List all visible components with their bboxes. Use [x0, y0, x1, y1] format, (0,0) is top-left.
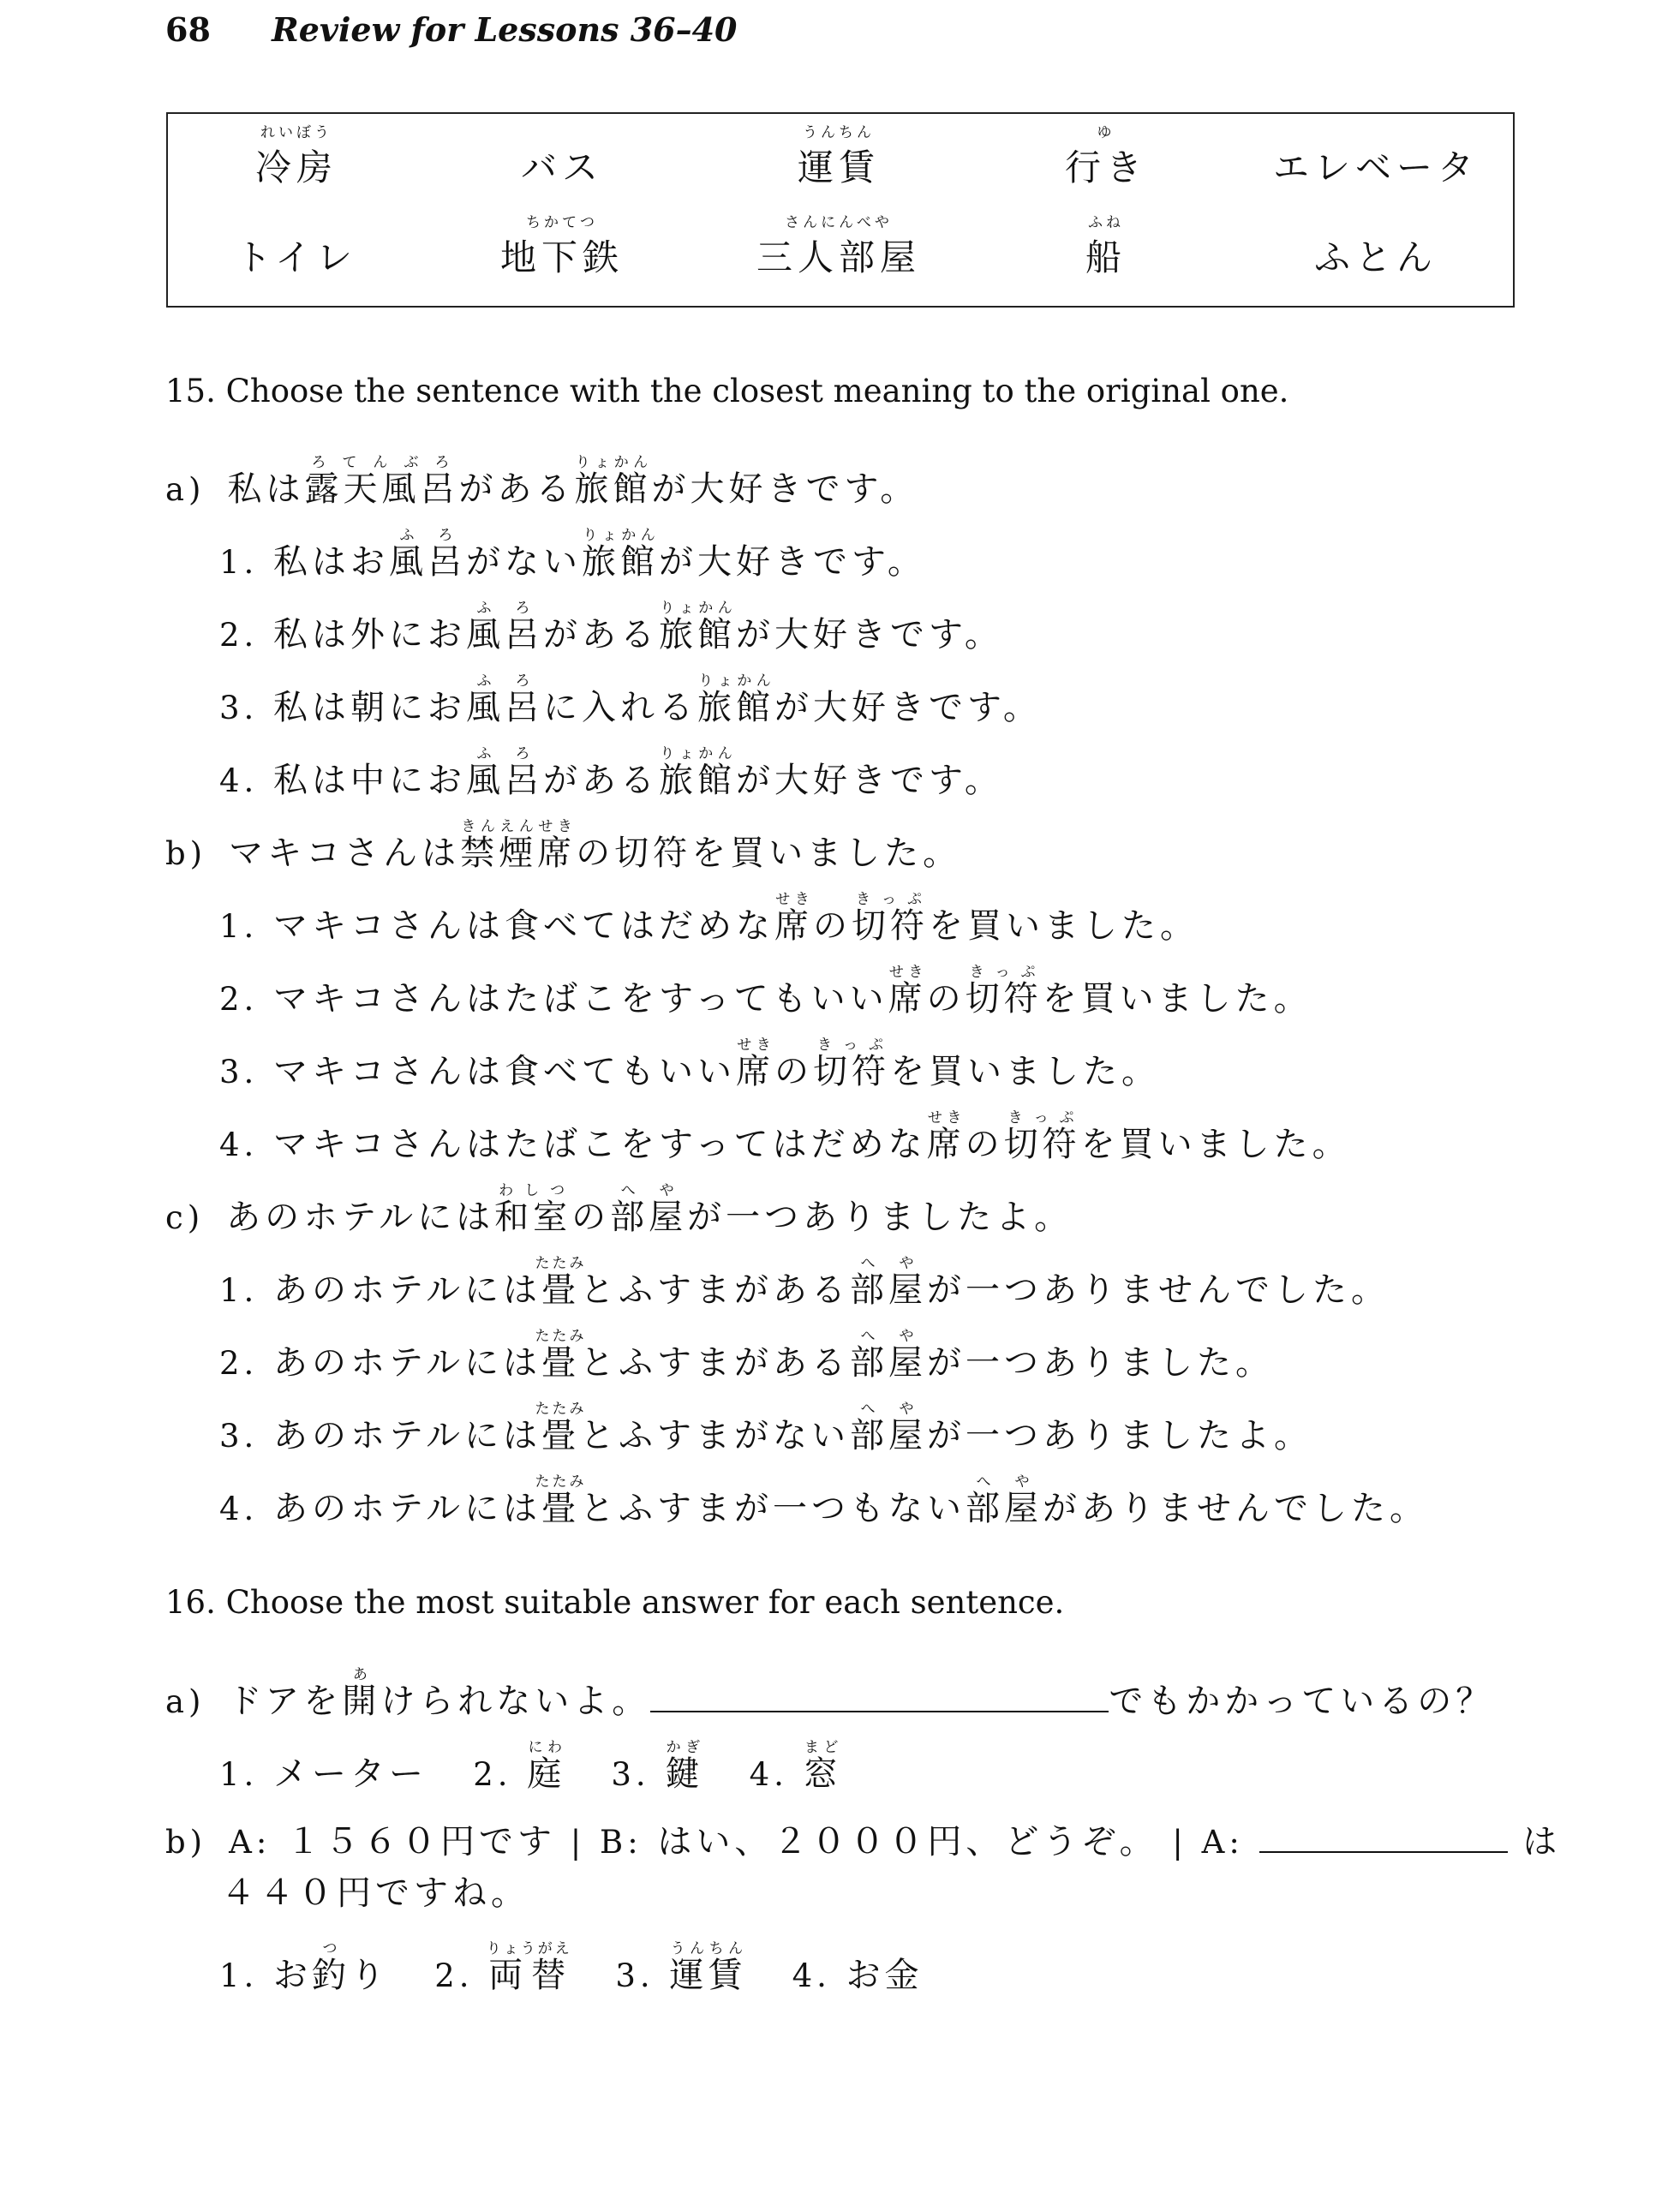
vocab-word: エレベータ	[1272, 146, 1479, 188]
choice-number: 4.	[792, 1957, 831, 1994]
ruby-word: 和室わしつ	[494, 1182, 572, 1237]
text: あのホテルには	[273, 1416, 542, 1455]
vocab-word: ふとん	[1313, 236, 1438, 278]
item-label: c)	[165, 1199, 205, 1236]
ruby-word: 切符きっぷ	[965, 964, 1043, 1019]
vocab-word: バス	[520, 146, 603, 188]
ruby-word: 畳たたみ	[535, 1473, 587, 1528]
choice-number: 1.	[219, 1756, 259, 1793]
separator: |	[556, 1824, 601, 1861]
option-number: 2.	[219, 981, 259, 1018]
text: 私はお	[273, 542, 390, 582]
vocab-item	[168, 212, 425, 283]
option-number: 2.	[219, 1345, 259, 1382]
choice-text: お金	[846, 1956, 924, 1995]
ruby-word: 風呂ふろ	[466, 745, 544, 800]
vocab-reading: ちかてつ	[526, 214, 598, 231]
text: あのホテルには	[273, 1489, 542, 1528]
vocab-reading: さんにんべや	[785, 214, 893, 231]
q15-a-option	[219, 672, 1680, 730]
vocab-reading	[168, 212, 425, 233]
vocab-item	[978, 212, 1235, 283]
choice-number: 1.	[219, 1957, 259, 1994]
vocabulary-row	[168, 212, 1513, 298]
q15-b-option	[219, 1109, 1680, 1167]
ruby-word: 席せき	[926, 1109, 966, 1164]
ruby-word: 風呂ふろ	[466, 672, 544, 727]
option-number: 4.	[219, 762, 259, 799]
vocab-word: 運賃	[797, 146, 880, 188]
text: がある	[458, 469, 575, 509]
vocab-reading: れいぼう	[260, 124, 332, 141]
text: とふすまがない	[580, 1416, 851, 1455]
vocabulary-box	[166, 112, 1515, 308]
ruby-word: 運賃うんちん	[669, 1940, 747, 1995]
ruby-word: 露天風呂ろてんぶろ	[304, 454, 459, 509]
q15-a-option	[219, 745, 1680, 803]
vocab-item	[168, 122, 425, 193]
ruby-word: 部屋へや	[966, 1473, 1043, 1528]
option-number: 1.	[219, 1272, 259, 1309]
ruby-word: 部屋へや	[850, 1255, 928, 1310]
vocab-reading: ふね	[1088, 214, 1124, 231]
q16-b-stem-continued: ４４０円ですね。	[221, 1873, 529, 1913]
ruby-word: 釣つ	[312, 1940, 351, 1995]
option-number: 1.	[219, 908, 259, 945]
text: でもかかっているの？	[1109, 1682, 1495, 1721]
ruby-word: 旅館りょかん	[582, 527, 660, 582]
text: とふすまがある	[580, 1270, 851, 1310]
ruby-word: 切符きっぷ	[852, 891, 930, 946]
text: 私は	[227, 469, 305, 509]
choice-number: 2.	[434, 1957, 474, 1994]
ruby-word: 畳たたみ	[535, 1255, 587, 1310]
ruby-word: 庭にわ	[527, 1739, 566, 1794]
ruby-word: 畳たたみ	[535, 1401, 587, 1455]
vocab-reading: うんちん	[803, 124, 875, 141]
vocab-word: 三人部屋	[756, 236, 921, 278]
q15-b-stem	[165, 818, 1680, 875]
option-number: 3.	[219, 1418, 259, 1455]
q15-c-stem	[165, 1182, 1680, 1240]
vocab-reading	[1247, 122, 1504, 143]
choice-number: 3.	[611, 1756, 650, 1793]
text: とふすまが一つもない	[580, 1489, 966, 1528]
q15-c-option	[219, 1401, 1680, 1458]
text: とふすまがある	[580, 1343, 851, 1383]
q15-b-option	[219, 964, 1680, 1021]
text: がない	[466, 542, 583, 582]
vocab-item	[1247, 212, 1504, 283]
vocab-item	[433, 122, 691, 193]
text: 私は朝にお	[273, 688, 467, 727]
option-number: 3.	[219, 1054, 259, 1091]
ruby-word: 畳たたみ	[535, 1328, 587, 1383]
text: の	[965, 1125, 1004, 1164]
choice-number: 3.	[615, 1957, 655, 1994]
vocab-item	[710, 212, 967, 283]
text: の	[813, 906, 852, 946]
text: マキコさんは食べてもいい	[273, 1052, 737, 1091]
q15-a-stem	[165, 454, 1680, 511]
text: マキコさんはたばこをすってもいい	[273, 979, 888, 1019]
text: の切符を買いました。	[576, 834, 962, 873]
vocab-reading	[1247, 212, 1504, 233]
text: ドアを	[227, 1682, 343, 1721]
choice-text: メーター	[273, 1754, 428, 1794]
speaker-label: B:	[600, 1824, 643, 1861]
q16-a-stem	[165, 1666, 1680, 1724]
vocab-word: トイレ	[236, 236, 357, 278]
q15-c-option	[219, 1255, 1680, 1312]
q15-c-option	[219, 1473, 1680, 1531]
ruby-word: 切符きっぷ	[813, 1037, 891, 1091]
speaker-label: A:	[229, 1824, 272, 1861]
text: 私は中にお	[273, 761, 467, 800]
text: 私は外にお	[273, 615, 467, 654]
vocab-reading: ゆ	[1097, 124, 1115, 141]
q15-b-option	[219, 1037, 1680, 1094]
option-number: 4.	[219, 1126, 259, 1163]
question-16-instruction: 16. Choose the most suitable answer for each sentence.	[165, 1584, 1065, 1621]
q15-a-option	[219, 527, 1680, 584]
option-number: 1.	[219, 544, 259, 581]
item-label: b)	[165, 835, 207, 872]
text: が大好きです。	[736, 615, 1003, 654]
ruby-word: 窓まど	[803, 1739, 842, 1794]
text: あのホテルには	[273, 1343, 542, 1383]
text: が大好きです。	[651, 469, 919, 509]
text: が一つありましたよ。	[927, 1416, 1313, 1455]
item-label: a)	[165, 471, 206, 508]
option-number: 4.	[219, 1491, 259, 1527]
text: を買いました。	[890, 1052, 1161, 1091]
ruby-word: 旅館りょかん	[659, 600, 737, 654]
text: がありませんでした。	[1043, 1489, 1429, 1528]
q15-c-option	[219, 1328, 1680, 1385]
option-number: 3.	[219, 690, 259, 726]
ruby-word: 切符きっぷ	[1003, 1109, 1081, 1164]
vocab-item	[978, 122, 1235, 193]
text: がある	[543, 615, 660, 654]
q16-b-stem	[165, 1820, 1680, 1864]
vocab-item	[433, 212, 691, 283]
vocab-item	[1247, 122, 1504, 193]
text: １５６０円です	[286, 1822, 557, 1861]
q15-a-option	[219, 600, 1680, 657]
q16-a-choices	[219, 1739, 1680, 1796]
text: はい、２０００円、どうぞ。	[657, 1822, 1158, 1861]
page-header	[165, 10, 738, 49]
text: マキコさんはたばこをすってはだめな	[273, 1125, 927, 1164]
ruby-word: 旅館りょかん	[574, 454, 652, 509]
answer-blank[interactable]	[1259, 1820, 1508, 1853]
text: が一つありませんでした。	[927, 1270, 1390, 1310]
vocab-word: 冷房	[254, 146, 338, 188]
choice-number: 2.	[473, 1756, 512, 1793]
ruby-word: 部屋へや	[850, 1328, 928, 1383]
vocab-word: 行き	[1064, 146, 1147, 188]
text: に入れる	[543, 688, 698, 727]
ruby-word: 鍵かぎ	[665, 1739, 704, 1794]
ruby-word: 旅館りょかん	[659, 745, 737, 800]
ruby-word: 席せき	[774, 891, 814, 946]
vocab-word: 船	[1085, 236, 1127, 278]
text: は	[1522, 1822, 1562, 1861]
item-label: b)	[165, 1824, 207, 1861]
ruby-word: 風呂ふろ	[466, 600, 544, 654]
vocab-reading	[433, 122, 691, 143]
ruby-word: 両替りょうがえ	[486, 1940, 572, 1995]
text: が一つありました。	[927, 1343, 1275, 1383]
ruby-word: 席せき	[736, 1037, 775, 1091]
q16-b-choices: 1. お釣つり 2. 両替りょうがえ 3. 運賃うんちん 4. お金	[219, 1940, 924, 1995]
speaker-label: A:	[1201, 1824, 1244, 1861]
text: あのホテルには	[226, 1198, 495, 1237]
text: マキコさんは	[229, 834, 461, 873]
text: が一つありましたよ。	[687, 1198, 1073, 1237]
question-15-instruction: 15. Choose the sentence with the closest meaning to the original one.	[165, 373, 1289, 409]
text: の	[926, 979, 966, 1019]
choice-number: 4.	[749, 1756, 788, 1793]
ruby-word: 席せき	[888, 964, 927, 1019]
page-title: Review for Lessons 36–40	[272, 10, 738, 49]
item-label: a)	[165, 1683, 206, 1720]
text: を買いました。	[1042, 979, 1312, 1019]
ruby-word: 部屋へや	[850, 1401, 928, 1455]
text: の	[571, 1198, 611, 1237]
ruby-word: 開あ	[342, 1666, 381, 1721]
text: を買いました。	[929, 906, 1199, 946]
text: が大好きです。	[774, 688, 1042, 727]
q15-b-option	[219, 891, 1680, 948]
text: が大好きです。	[736, 761, 1003, 800]
text: がある	[543, 761, 660, 800]
separator: |	[1157, 1824, 1202, 1861]
text: の	[774, 1052, 814, 1091]
vocab-item	[710, 122, 967, 193]
vocabulary-row	[168, 122, 1513, 208]
text: が大好きです。	[659, 542, 926, 582]
text: マキコさんは食べてはだめな	[273, 906, 775, 946]
text: を買いました。	[1080, 1125, 1351, 1164]
answer-blank[interactable]	[650, 1680, 1109, 1712]
ruby-word: 旅館りょかん	[697, 672, 775, 727]
option-number: 2.	[219, 617, 259, 654]
ruby-word: 禁煙席きんえんせき	[460, 818, 577, 873]
text: けられないよ。	[380, 1682, 651, 1721]
text: あのホテルには	[273, 1270, 542, 1310]
vocab-word: 地下鉄	[499, 236, 624, 278]
page-number: 68	[165, 10, 211, 49]
ruby-word: 風呂ふろ	[389, 527, 467, 582]
ruby-word: 部屋へや	[610, 1182, 688, 1237]
